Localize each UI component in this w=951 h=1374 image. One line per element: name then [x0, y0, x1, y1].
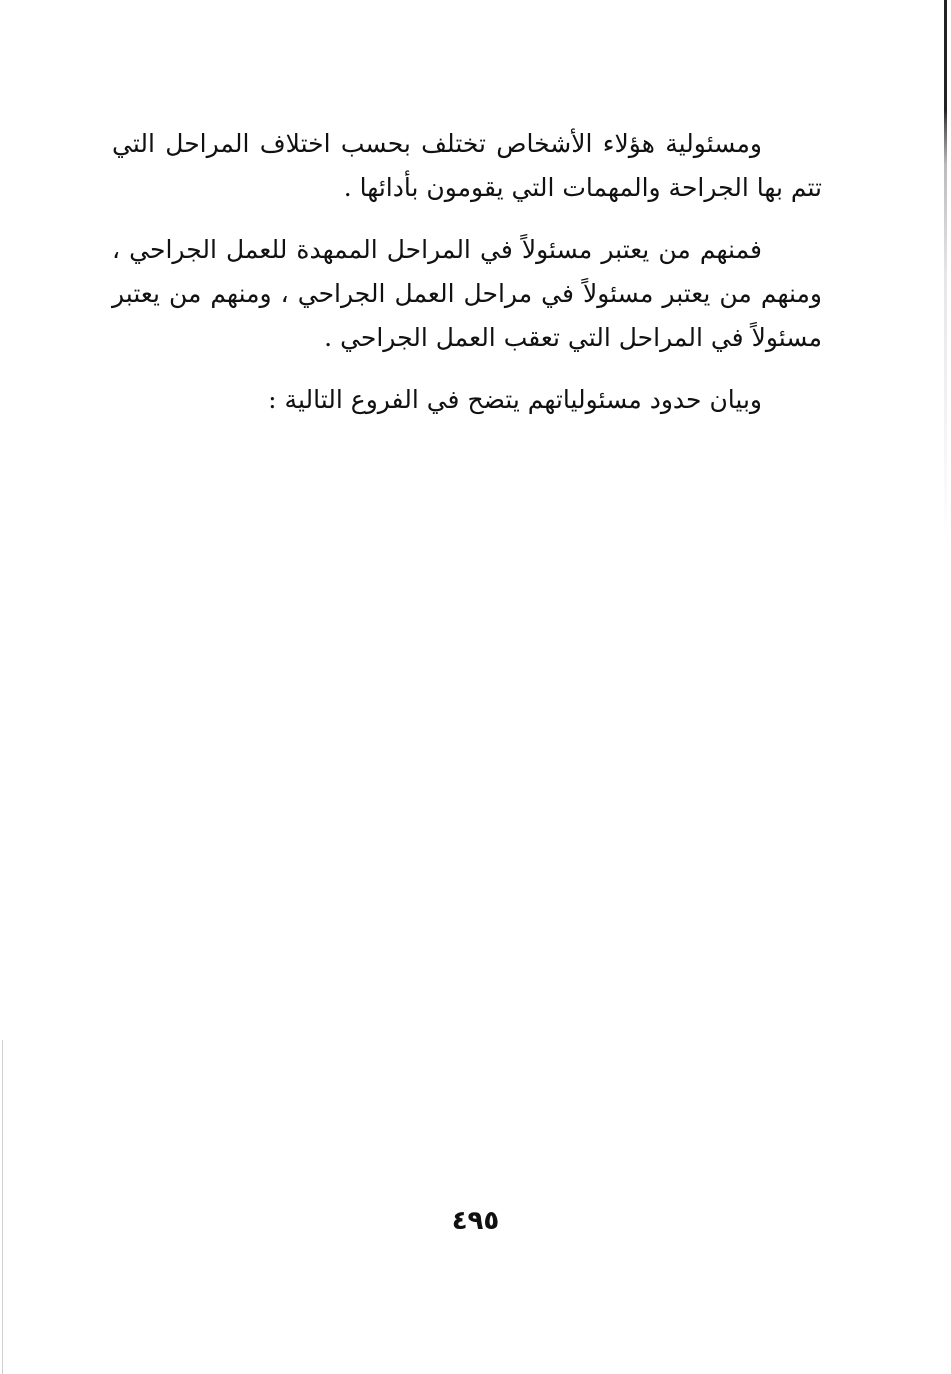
- body-text: [112, 122, 822, 440]
- paragraph-1: ومسئولية هؤلاء الأشخاص تختلف بحسب اختلاف المراحل التي تتم بها الجراحة والمهمات التي يقومون بأدائها .: [112, 129, 822, 202]
- paragraph-3: وبيان حدود مسئولياتهم يتضح في الفروع التالية :: [268, 385, 762, 414]
- page-edge-shadow: [944, 0, 947, 1374]
- paragraph-2: فمنهم من يعتبر مسئولاً في المراحل الممهدة للعمل الجراحي ، ومنهم من يعتبر مسئولاً في مراحل العمل الجراحي ، ومنهم من يعتبر مسئولاً في المراحل التي تعقب العمل الجراحي .: [112, 235, 822, 352]
- page-number: ٤٩٥: [451, 1206, 500, 1236]
